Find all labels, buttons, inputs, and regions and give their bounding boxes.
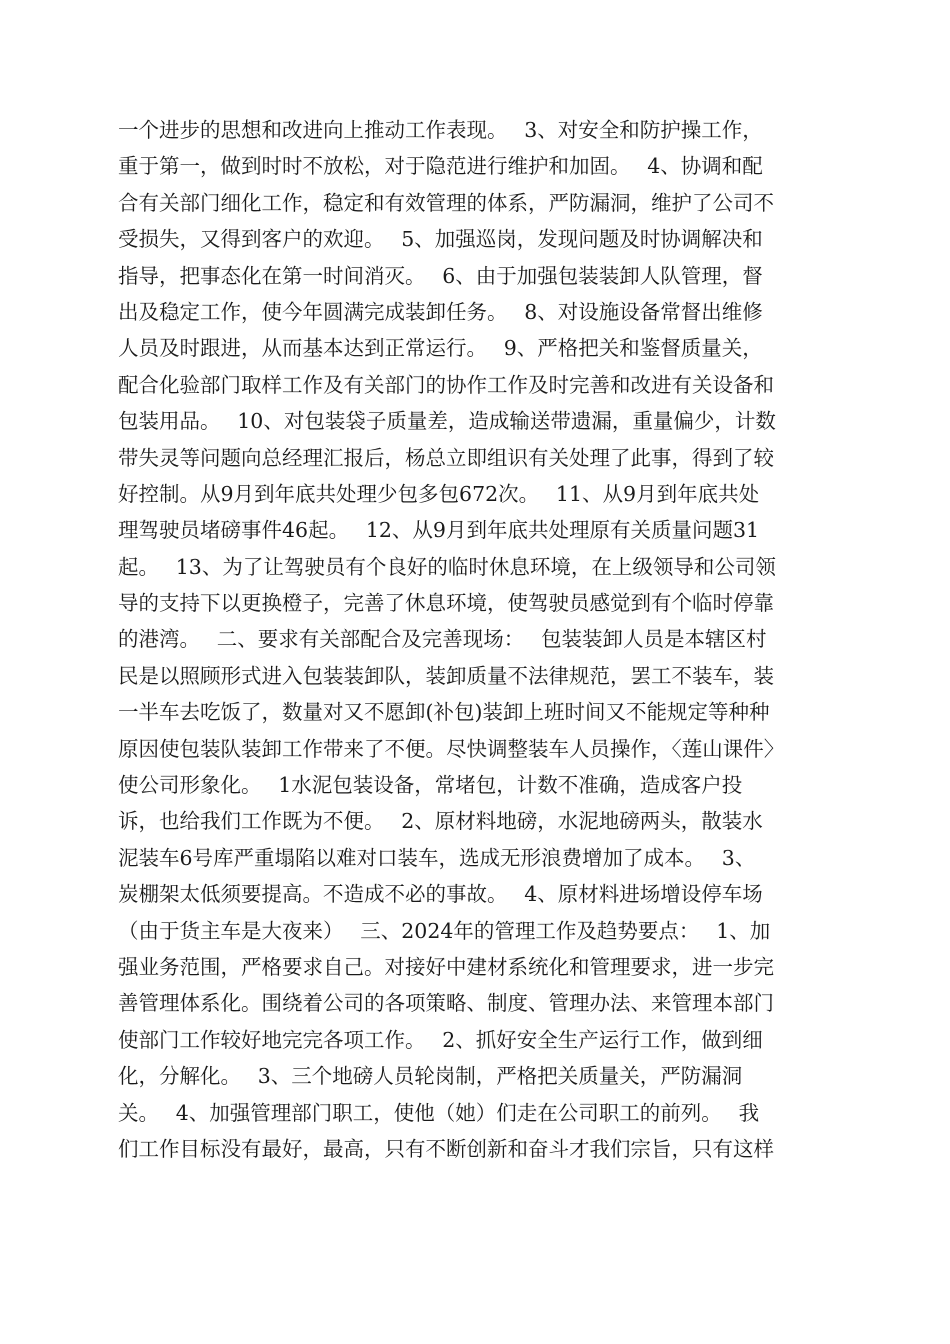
text-line: 善管理体系化。围绕着公司的各项策略、制度、管理办法、来管理本部门 [118, 991, 774, 1016]
text-line: 指导，把事态化在第一时间消灭。 6、由于加强包装装卸人队管理，督 [118, 263, 763, 288]
text-line: 包装用品。 10、对包装袋子质量差，造成输送带遗漏，重量偏少，计数 [118, 409, 776, 434]
text-line: 重于第一，做到时时不放松，对于隐范进行维护和加固。 4、协调和配 [118, 154, 763, 179]
body-text [118, 112, 838, 1167]
text-line: 带失灵等问题向总经理汇报后，杨总立即组识有关处理了此事，得到了较 [118, 445, 774, 470]
text-line: 出及稳定工作，使今年圆满完成装卸任务。 8、对设施设备常督出维修 [118, 299, 763, 324]
text-line: 泥装车6号库严重塌陷以难对口装车，选成无形浪费增加了成本。 3、 [118, 845, 756, 870]
text-line: 理驾驶员堵磅事件46起。 12、从9月到年底共处理原有关质量问题31 [118, 518, 760, 543]
text-line: 人员及时跟进，从而基本达到正常运行。 9、严格把关和鉴督质量关， [118, 336, 763, 361]
text-line: 炭棚架太低须要提高。不造成不必的事故。 4、原材料进场增设停车场 [118, 882, 763, 907]
text-line: 使部门工作较好地完完各项工作。 2、抓好安全生产运行工作，做到细 [118, 1027, 763, 1052]
text-line: 配合化验部门取样工作及有关部门的协作工作及时完善和改进有关设备和 [118, 372, 774, 397]
text-line: 的港湾。 二、要求有关部配合及完善现场： 包装装卸人员是本辖区村 [118, 627, 767, 652]
text-line: 受损失，又得到客户的欢迎。 5、加强巡岗，发现问题及时协调解决和 [118, 227, 763, 252]
text-line: 强业务范围，严格要求自己。对接好中建材系统化和管理要求，进一步完 [118, 954, 774, 979]
text-line: 化，分解化。 3、三个地磅人员轮岗制，严格把关质量关，严防漏洞 [118, 1064, 743, 1089]
text-line: 关。 4、加强管理部门职工，使他（她）们走在公司职工的前列。 我 [118, 1100, 760, 1125]
text-line: 合有关部门细化工作，稳定和有效管理的体系，严防漏洞，维护了公司不 [118, 190, 774, 215]
text-line: 一个进步的思想和改进向上推动工作表现。 3、对安全和防护操工作， [118, 118, 763, 142]
text-line: 好控制。从9月到年底共处理少包多包672次。 11、从9月到年底共处 [118, 481, 760, 506]
text-line: 一半车去吃饭了，数量对又不愿卸(补包)装卸上班时间又不能规定等种种 [118, 700, 770, 725]
text-line: 民是以照顾形式进入包装装卸队，装卸质量不法律规范，罢工不装车，装 [118, 663, 774, 688]
text-line: 诉，也给我们工作既为不便。 2、原材料地磅，水泥地磅两头，散装水 [118, 809, 763, 834]
text-line: 使公司形象化。 1水泥包装设备，常堵包，计数不准确，造成客户投 [118, 773, 743, 798]
text-line: 们工作目标没有最好，最高，只有不断创新和奋斗才我们宗旨，只有这样 [118, 1136, 774, 1161]
text-line: 起。 13、为了让驾驶员有个良好的临时休息环境，在上级领导和公司领 [118, 554, 776, 579]
text-line: 导的支持下以更换橙子，完善了休息环境，使驾驶员感觉到有个临时停靠 [118, 591, 774, 616]
text-line: 原因使包装队装卸工作带来了不便。尽快调整装车人员操作，〈莲山课件〉 [118, 736, 785, 761]
text-line: （由于货主车是大夜来） 三、2024年的管理工作及趋势要点： 1、加 [118, 918, 771, 943]
